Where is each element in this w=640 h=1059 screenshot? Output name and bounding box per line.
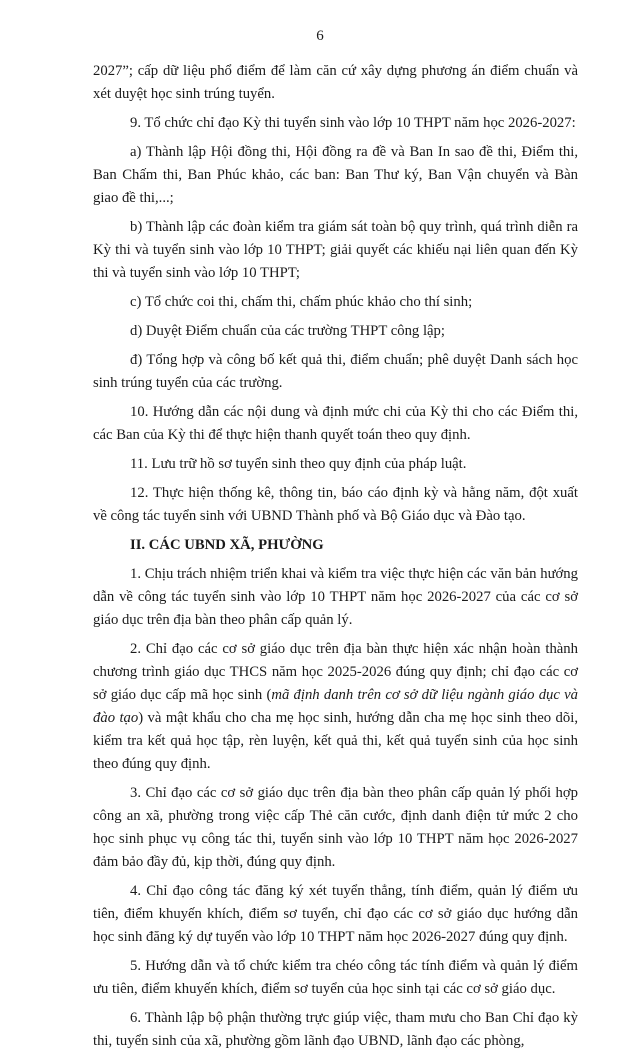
- italic-text: mã định danh trên cơ sở dữ liệu ngành giáo dục và đào tạo: [93, 687, 578, 726]
- paragraph: [93, 563, 578, 632]
- page-number: 6: [316, 28, 324, 44]
- text-segment: 4. Chỉ đạo công tác đăng ký xét tuyển thẳng, tính điểm, quản lý điểm ưu tiên, điểm khuyến khích, điểm sơ tuyển, chỉ đạo các cơ sở giáo dục hướng dẫn học sinh đăng ký dự tuyển vào lớp 10 THPT năm học 2026-2027 đúng quy định.: [93, 883, 578, 945]
- paragraph: [93, 453, 578, 476]
- text-segment: 2. Chỉ đạo các cơ sở giáo dục trên địa bàn thực hiện xác nhận hoàn thành chương trình giáo dục THCS năm học 2025-2026 đúng quy định; chỉ đạo các cơ sở giáo dục cấp mã học sinh (: [93, 641, 578, 703]
- text-segment: đ) Tổng hợp và công bố kết quả thi, điểm chuẩn; phê duyệt Danh sách học sinh trúng tuyển của các trường.: [93, 352, 578, 391]
- text-segment: b) Thành lập các đoàn kiểm tra giám sát toàn bộ quy trình, quá trình diễn ra Kỳ thi và tuyển sinh vào lớp 10 THPT; giải quyết các khiếu nại liên quan đến Kỳ thi và tuyển sinh vào lớp 10 THPT;: [93, 219, 578, 281]
- text-segment: 2027”; cấp dữ liệu phổ điểm để làm căn cứ xây dựng phương án điểm chuẩn và xét duyệt học sinh trúng tuyển.: [93, 63, 578, 102]
- text-segment: 3. Chỉ đạo các cơ sở giáo dục trên địa bàn theo phân cấp quản lý phối hợp công an xã, phường trong việc cấp Thẻ căn cước, định danh điện tử mức 2 cho học sinh phục vụ công tác thi, tuyển sinh vào lớp 10 THPT năm học 2026-2027 đảm bảo đầy đủ, kịp thời, đúng quy định.: [93, 785, 578, 870]
- text-segment: 10. Hướng dẫn các nội dung và định mức chi của Kỳ thi cho các Điểm thi, các Ban của Kỳ thi để thực hiện thanh quyết toán theo quy định.: [93, 404, 578, 443]
- section-heading: [93, 534, 578, 557]
- paragraph: [93, 216, 578, 285]
- text-segment: 1. Chịu trách nhiệm triển khai và kiểm tra việc thực hiện các văn bản hướng dẫn về công tác tuyển sinh vào lớp 10 THPT năm học 2026-2027 của các cơ sở giáo dục trên địa bàn theo phân cấp quản lý.: [93, 566, 578, 628]
- paragraph: [93, 320, 578, 343]
- text-segment: c) Tổ chức coi thi, chấm thi, chấm phúc khảo cho thí sinh;: [130, 294, 473, 310]
- text-segment: 11. Lưu trữ hồ sơ tuyển sinh theo quy định của pháp luật.: [130, 456, 467, 472]
- text-segment: 9. Tổ chức chỉ đạo Kỳ thi tuyển sinh vào lớp 10 THPT năm học 2026-2027:: [130, 115, 576, 131]
- paragraph: [93, 782, 578, 874]
- paragraph: [93, 401, 578, 447]
- paragraph: [93, 349, 578, 395]
- text-segment: ) và mật khẩu cho cha mẹ học sinh, hướng dẫn cha mẹ học sinh theo dõi, kiểm tra kết quả học tập, rèn luyện, kết quả thi, kết quả tuyển sinh của học sinh theo đúng quy định.: [93, 710, 578, 772]
- document-body: [93, 60, 578, 1059]
- paragraph: [93, 955, 578, 1001]
- paragraph: [93, 1007, 578, 1053]
- text-segment: II. CÁC UBND XÃ, PHƯỜNG: [130, 537, 324, 553]
- text-segment: a) Thành lập Hội đồng thi, Hội đồng ra đề và Ban In sao đề thi, Điểm thi, Ban Chấm thi, Ban Phúc khảo, các ban: Ban Thư ký, Ban Vận chuyển và Bàn giao đề thi,...;: [93, 144, 578, 206]
- text-segment: 6. Thành lập bộ phận thường trực giúp việc, tham mưu cho Ban Chỉ đạo kỳ thi, tuyển sinh của xã, phường gồm lãnh đạo UBND, lãnh đạo các phòng,: [93, 1010, 578, 1049]
- text-segment: 5. Hướng dẫn và tổ chức kiểm tra chéo công tác tính điểm và quản lý điểm ưu tiên, điểm khuyến khích, điểm sơ tuyển của học sinh tại các cơ sở giáo dục.: [93, 958, 578, 997]
- paragraph: [93, 60, 578, 106]
- text-segment: d) Duyệt Điểm chuẩn của các trường THPT công lập;: [130, 323, 445, 339]
- paragraph: [93, 291, 578, 314]
- paragraph: [93, 880, 578, 949]
- paragraph: [93, 112, 578, 135]
- paragraph: [93, 638, 578, 776]
- paragraph: [93, 141, 578, 210]
- paragraph: [93, 482, 578, 528]
- text-segment: 12. Thực hiện thống kê, thông tin, báo cáo định kỳ và hằng năm, đột xuất về công tác tuyển sinh với UBND Thành phố và Bộ Giáo dục và Đào tạo.: [93, 485, 578, 524]
